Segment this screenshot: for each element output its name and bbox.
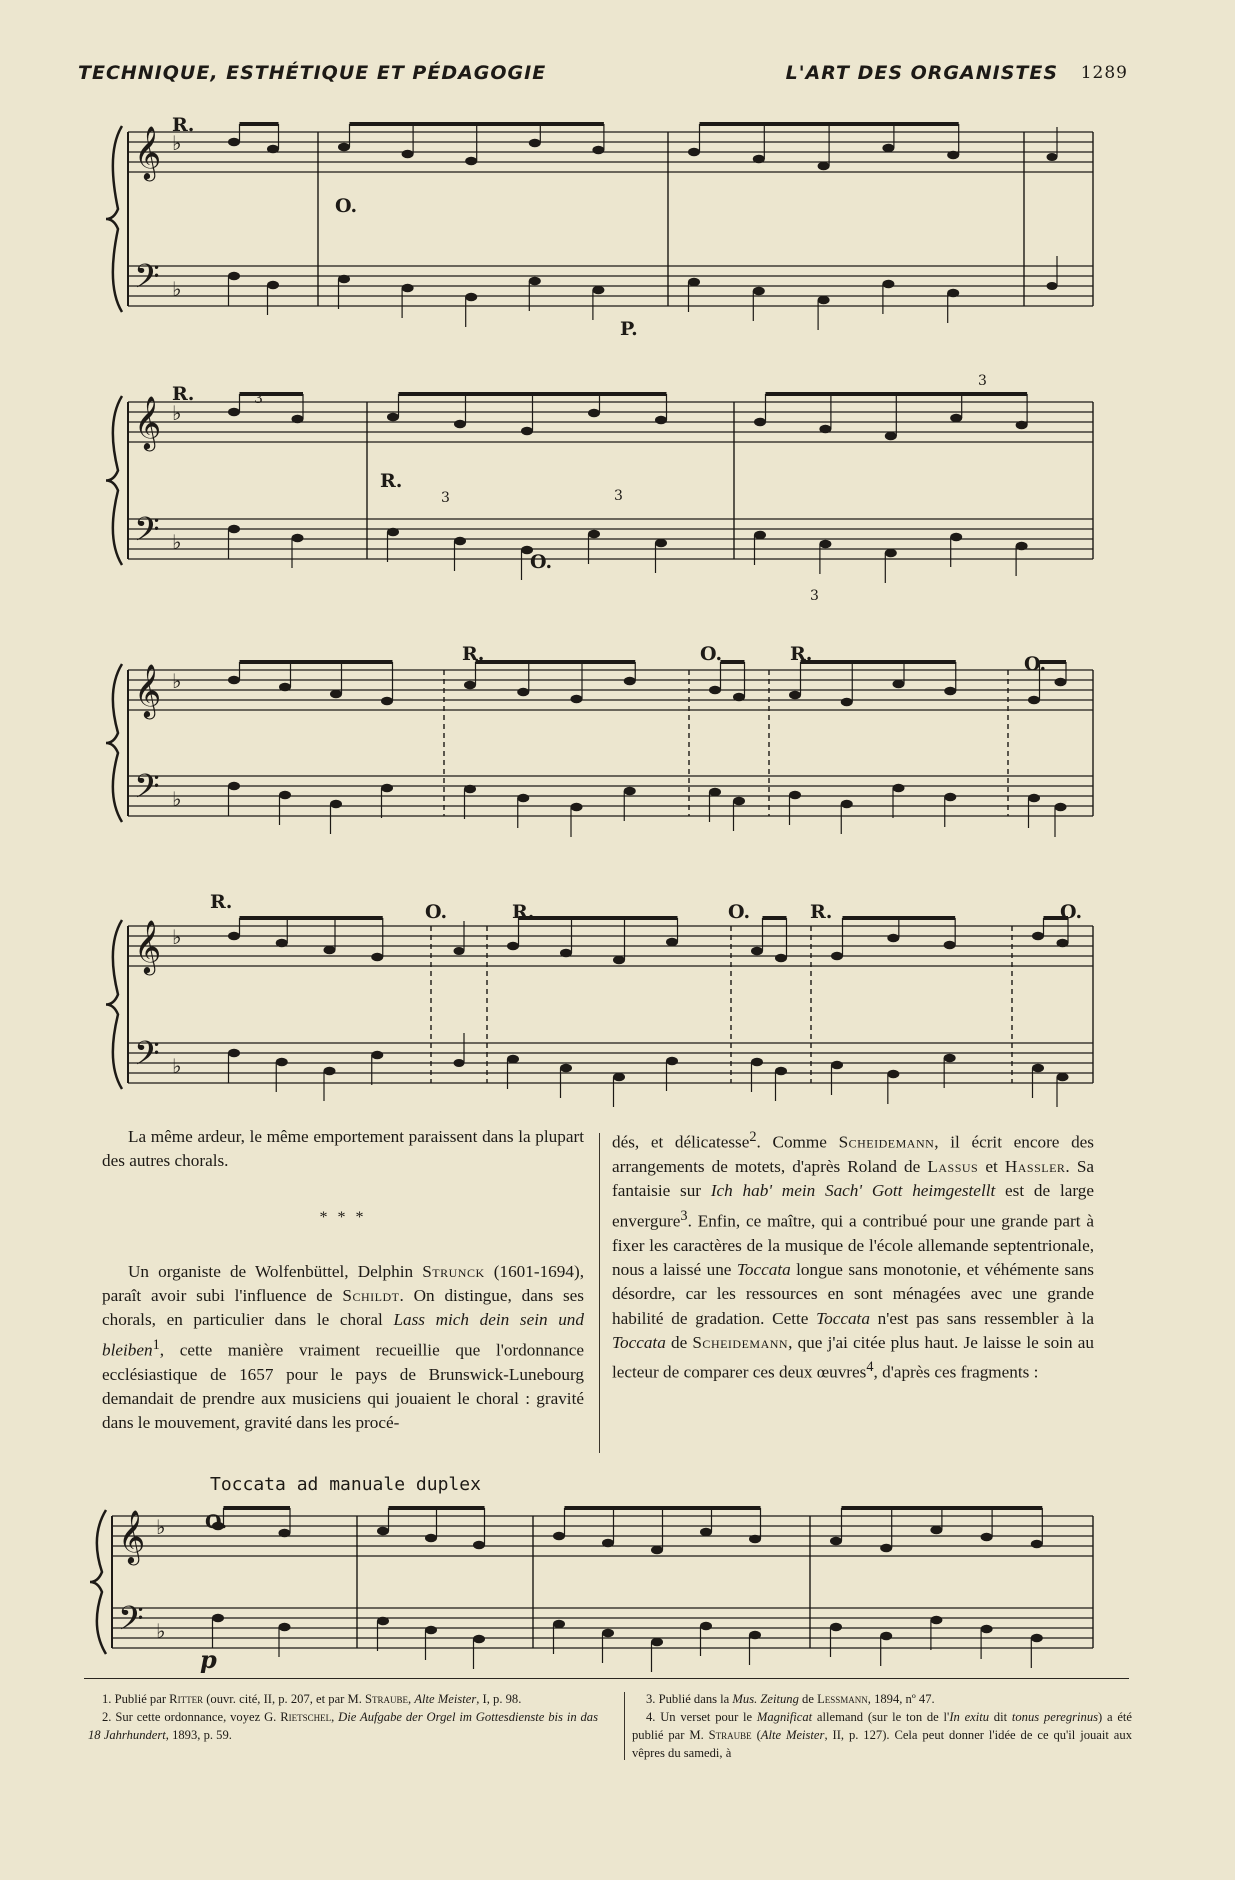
notehead: [560, 949, 572, 958]
notehead: [592, 286, 604, 295]
notehead: [464, 785, 476, 794]
treble-clef: 𝄞: [134, 395, 162, 449]
footnote-3: 3. Publié dans la Mus. Zeitung de Lessmann, 1894, nº 47.: [646, 1692, 935, 1706]
notehead: [950, 533, 962, 542]
notehead: [517, 794, 529, 803]
notehead: [950, 414, 962, 423]
notehead: [709, 686, 721, 695]
notehead: [624, 677, 636, 686]
notehead: [887, 1070, 899, 1079]
left-column: [102, 1125, 584, 1436]
treble-clef: 𝄞: [134, 125, 162, 179]
notehead: [688, 148, 700, 157]
notehead: [571, 803, 583, 812]
key-flat: ♭: [172, 401, 182, 425]
notehead: [880, 1632, 892, 1641]
notehead: [228, 782, 240, 791]
notehead: [338, 143, 350, 152]
paragraph-1: La même ardeur, le même emportement paraissent dans la plupart des autres chorals.: [102, 1127, 584, 1171]
notehead: [819, 425, 831, 434]
brace: [106, 920, 122, 1089]
notehead: [882, 280, 894, 289]
notehead: [507, 942, 519, 951]
notehead: [893, 680, 905, 689]
notehead: [212, 1614, 224, 1623]
footnote-1: 1. Publié par Ritter (ouvr. cité, II, p. 207, et par M. Straube, Alte Meister, I, p. 98.: [102, 1692, 522, 1706]
notehead: [775, 954, 787, 963]
notehead: [751, 1058, 763, 1067]
notehead: [279, 683, 291, 692]
bass-clef: 𝄢: [118, 1600, 144, 1646]
key-flat: ♭: [172, 131, 182, 155]
brace: [90, 1510, 106, 1654]
key-flat: ♭: [172, 787, 182, 811]
brace: [106, 396, 122, 565]
notehead: [381, 784, 393, 793]
notehead: [1016, 421, 1028, 430]
registration-mark: R.: [512, 901, 535, 923]
registration-mark: O.: [728, 901, 751, 923]
notehead: [887, 934, 899, 943]
notehead: [330, 690, 342, 699]
notehead: [454, 1059, 465, 1067]
notehead: [688, 278, 700, 287]
music-system: [106, 662, 1093, 837]
notehead: [324, 1067, 336, 1076]
notehead: [1032, 932, 1044, 941]
registration-mark: R.: [172, 114, 195, 136]
notehead: [454, 947, 465, 955]
notehead: [733, 693, 745, 702]
right-column: [612, 1125, 1094, 1385]
notehead: [588, 409, 600, 418]
registration-mark: R.: [462, 643, 485, 665]
notehead: [753, 287, 765, 296]
notehead: [754, 418, 766, 427]
notehead: [709, 788, 721, 797]
notehead: [1055, 803, 1067, 812]
notehead: [425, 1534, 437, 1543]
music-system: [106, 918, 1093, 1107]
notehead: [930, 1526, 942, 1535]
notehead: [733, 797, 745, 806]
registration-mark: O.: [1024, 653, 1047, 675]
notehead: [1031, 1634, 1043, 1643]
music-system: [90, 1508, 1093, 1672]
key-flat: ♭: [172, 530, 182, 554]
notehead: [700, 1622, 712, 1631]
notehead: [1032, 1064, 1044, 1073]
notehead: [754, 531, 766, 540]
key-flat: ♭: [156, 1619, 166, 1643]
notehead: [228, 272, 240, 281]
notehead: [831, 952, 843, 961]
bass-clef: 𝄢: [134, 511, 160, 557]
notehead: [228, 408, 240, 417]
treble-clef: 𝄞: [134, 919, 162, 973]
registration-mark: R.: [210, 891, 233, 913]
notehead: [666, 938, 678, 947]
notehead: [655, 539, 667, 548]
column-rule: [599, 1133, 600, 1453]
footnote-rule: [84, 1678, 1129, 1679]
notehead: [651, 1638, 663, 1647]
notehead: [749, 1535, 761, 1544]
notehead: [930, 1616, 942, 1625]
asterism: * * *: [319, 1208, 367, 1226]
triplet-mark: 3: [614, 488, 623, 504]
paragraph-3: dés, et délicatesse$^2$. Comme Scheidemann, il écrit encore des arrangements de motets, d'après Roland de Lassus et Hassler. Sa fantaisie sur Ich hab' mein Sach' Gott heimgestellt est de large envergure$^3$. Enfin, ce maître, qui a contribué pour une grande part à fixer les caractères de la musique de l'école allemande septentrionale, nous a laissé une Toccata longue sans monotonie, et véhémente sans désordre, car les ressources en sont ménagées avec une grande habilité de gradation. Cette Toccata n'est pas sans ressembler à la Toccata de Scheidemann, que j'ai citée plus haut. Je laisse le soin au lecteur de comparer ces deux œuvres$^4$, d'après ces fragments :: [612, 1129, 1095, 1382]
notehead: [818, 296, 830, 305]
notehead: [1057, 939, 1069, 948]
registration-mark: O.: [530, 551, 553, 573]
key-flat: ♭: [172, 925, 182, 949]
notehead: [818, 162, 830, 171]
notehead: [885, 549, 897, 558]
dynamic-mark: p: [200, 1645, 217, 1674]
registration-mark: O.: [335, 195, 358, 217]
toccata-title: Toccata ad manuale duplex: [210, 1474, 481, 1495]
brace: [106, 664, 122, 822]
notehead: [571, 695, 583, 704]
brace: [106, 126, 122, 312]
paragraph-2: Un organiste de Wolfenbüttel, Delphin Strunck (1601-1694), paraît avoir subi l'influence de Schildt. On distingue, dans ses chorals, en particulier dans le choral Lass mich dein sein und bleiben$^1$, cette manière vraiment recueillie que l'ordonnance ecclésiastique de 1657 pour le pays de Brunswick-Lunebourg demandait de prendre aux musiciens qui jouaient le choral : gravité dans le mouvement, gravité dans les procé-: [102, 1261, 584, 1433]
notehead: [338, 275, 350, 284]
notehead: [602, 1539, 614, 1548]
triplet-mark: 3: [810, 588, 819, 604]
notehead: [402, 284, 414, 293]
footnotes-right: [632, 1690, 1132, 1762]
notehead: [553, 1620, 565, 1629]
key-flat: ♭: [172, 1054, 182, 1078]
registration-mark: R.: [790, 643, 813, 665]
notehead: [947, 151, 959, 160]
notehead: [507, 1055, 519, 1064]
notehead: [885, 432, 897, 441]
notehead: [830, 1623, 842, 1632]
notehead: [292, 415, 304, 424]
footnote-ref-1: 1: [152, 1336, 160, 1353]
bass-clef: 𝄢: [134, 768, 160, 814]
notehead: [775, 1067, 787, 1076]
notehead: [588, 530, 600, 539]
notehead: [560, 1064, 572, 1073]
running-head-right: L'ART DES ORGANISTES: [785, 62, 1058, 84]
notehead: [377, 1617, 389, 1626]
notehead: [830, 1537, 842, 1546]
key-flat: ♭: [172, 277, 182, 301]
notehead: [279, 791, 291, 800]
notehead: [1047, 153, 1058, 161]
notehead: [1055, 678, 1067, 687]
notehead: [789, 791, 801, 800]
notehead: [880, 1544, 892, 1553]
notehead: [553, 1532, 565, 1541]
notehead: [1016, 542, 1028, 551]
triplet-mark: 3: [978, 373, 987, 389]
notehead: [228, 676, 240, 685]
notehead: [981, 1625, 993, 1634]
registration-mark: R.: [172, 383, 195, 405]
treble-clef: 𝄞: [118, 1509, 146, 1563]
notehead: [324, 946, 336, 955]
notehead: [473, 1635, 485, 1644]
bass-clef: 𝄢: [134, 1035, 160, 1081]
notehead: [624, 787, 636, 796]
notehead: [228, 1049, 240, 1058]
notehead: [893, 784, 905, 793]
registration-mark: O.: [700, 643, 723, 665]
running-head-left: TECHNIQUE, ESTHÉTIQUE ET PÉDAGOGIE: [78, 62, 547, 84]
page-number: 1289: [1080, 63, 1128, 83]
notehead: [267, 145, 279, 154]
notehead: [947, 289, 959, 298]
footnote-4: 4. Un verset pour le Magnificat allemand (sur le ton de l'In exitu dit tonus peregrinus) a été publié par M. Straube (Alte Meister, II, p. 127). Cela peut donner l'idée de ce qu'il jouait aux vêpres du samedi, à: [632, 1710, 1133, 1760]
registration-mark: P.: [620, 318, 638, 340]
treble-clef: 𝄞: [134, 663, 162, 717]
triplet-mark: 3: [254, 391, 263, 407]
music-system: [106, 124, 1093, 330]
bass-clef: 𝄢: [134, 258, 160, 304]
notehead: [1057, 1073, 1069, 1082]
registration-mark: O.: [425, 901, 448, 923]
notehead: [425, 1626, 437, 1635]
notehead: [387, 528, 399, 537]
notehead: [944, 793, 956, 802]
notehead: [473, 1541, 485, 1550]
footnotes-left: [88, 1690, 598, 1744]
notehead: [1047, 282, 1058, 290]
registration-mark: R.: [380, 470, 403, 492]
notehead: [841, 698, 853, 707]
notehead: [751, 947, 763, 956]
key-flat: ♭: [156, 1515, 166, 1539]
notehead: [1028, 794, 1040, 803]
notehead: [613, 956, 625, 965]
notehead: [464, 681, 476, 690]
notehead: [819, 540, 831, 549]
notehead: [944, 687, 956, 696]
notehead: [228, 525, 240, 534]
notehead: [454, 537, 466, 546]
notehead: [789, 691, 801, 700]
notehead: [981, 1533, 993, 1542]
notehead: [402, 150, 414, 159]
notehead: [228, 138, 240, 147]
notehead: [279, 1623, 291, 1632]
notehead: [371, 953, 383, 962]
notehead: [666, 1057, 678, 1066]
notehead: [651, 1546, 663, 1555]
notehead: [529, 277, 541, 286]
notehead: [882, 144, 894, 153]
notehead: [228, 932, 240, 941]
notehead: [944, 941, 956, 950]
key-flat: ♭: [172, 669, 182, 693]
notehead: [292, 534, 304, 543]
notehead: [276, 939, 288, 948]
notehead: [517, 688, 529, 697]
notehead: [749, 1631, 761, 1640]
notehead: [465, 293, 477, 302]
notehead: [944, 1054, 956, 1063]
registration-mark: R.: [810, 901, 833, 923]
registration-mark: O.: [205, 1511, 228, 1533]
notehead: [592, 146, 604, 155]
notehead: [841, 800, 853, 809]
notehead: [613, 1073, 625, 1082]
music-system: [106, 394, 1093, 583]
notehead: [465, 157, 477, 166]
footnote-2: 2. Sur cette ordonnance, voyez G. Rietschel, Die Aufgabe der Orgel im Gottesdienste bis in das 18 Jahrhundert, 1893, p. 59.: [88, 1710, 599, 1742]
notehead: [381, 697, 393, 706]
footnote-column-rule: [624, 1692, 625, 1760]
notehead: [529, 139, 541, 148]
notehead: [377, 1527, 389, 1536]
notehead: [700, 1528, 712, 1537]
notehead: [330, 800, 342, 809]
notehead: [753, 155, 765, 164]
notehead: [521, 427, 533, 436]
notehead: [831, 1061, 843, 1070]
notehead: [387, 413, 399, 422]
notehead: [267, 281, 279, 290]
notehead: [276, 1058, 288, 1067]
notehead: [1028, 696, 1040, 705]
notehead: [602, 1629, 614, 1638]
notehead: [279, 1529, 291, 1538]
registration-mark: O.: [1060, 901, 1083, 923]
triplet-mark: 3: [441, 490, 450, 506]
notehead: [371, 1051, 383, 1060]
notehead: [655, 416, 667, 425]
notehead: [1031, 1540, 1043, 1549]
notehead: [454, 420, 466, 429]
